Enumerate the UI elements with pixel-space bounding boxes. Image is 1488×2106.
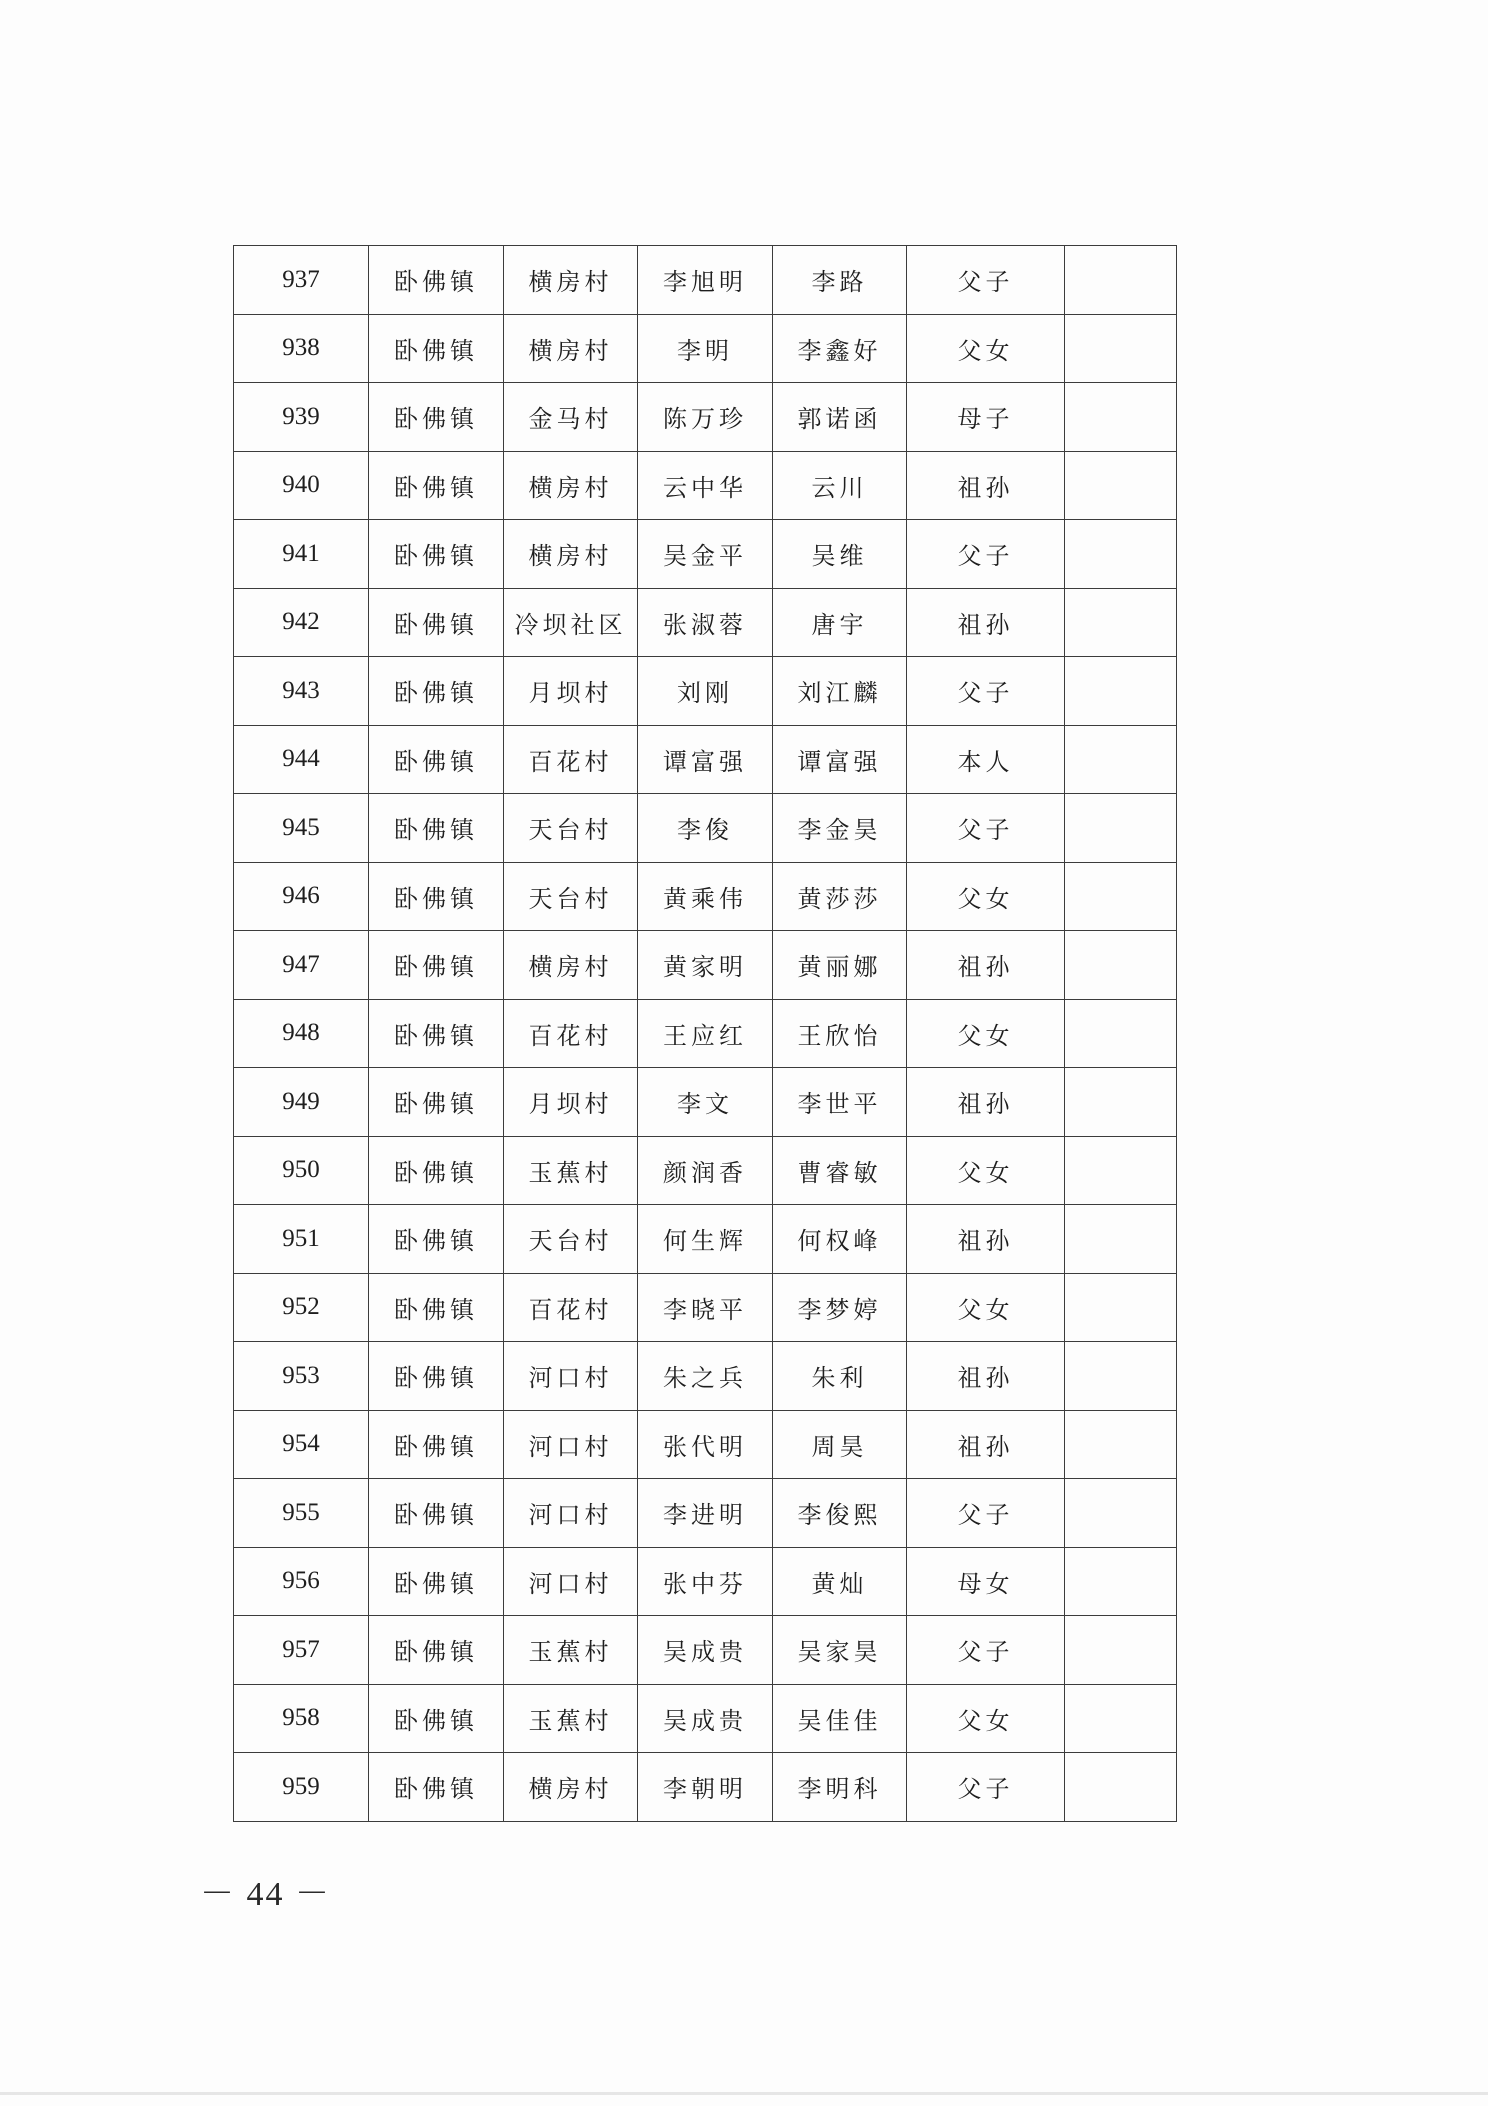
cell-town: 卧佛镇: [369, 314, 504, 383]
cell-relation: 祖孙: [907, 1068, 1065, 1137]
cell-number: 952: [234, 1273, 369, 1342]
table-row: [234, 1616, 1177, 1685]
table-row: [234, 314, 1177, 383]
cell-town: 卧佛镇: [369, 1684, 504, 1753]
cell-child-name: 李鑫好: [773, 314, 907, 383]
cell-child-name: 李俊熙: [773, 1479, 907, 1548]
cell-parent-name: 张中芬: [638, 1547, 773, 1616]
cell-relation: 父子: [907, 794, 1065, 863]
cell-child-name: 吴维: [773, 520, 907, 589]
cell-relation: 父女: [907, 999, 1065, 1068]
cell-note: [1065, 588, 1177, 657]
cell-child-name: 李世平: [773, 1068, 907, 1137]
cell-relation: 本人: [907, 725, 1065, 794]
cell-relation: 祖孙: [907, 1205, 1065, 1274]
cell-number: 947: [234, 931, 369, 1000]
table-row: [234, 1136, 1177, 1205]
cell-number: 953: [234, 1342, 369, 1411]
cell-note: [1065, 657, 1177, 726]
cell-town: 卧佛镇: [369, 657, 504, 726]
cell-note: [1065, 1616, 1177, 1685]
cell-relation: 祖孙: [907, 1342, 1065, 1411]
cell-relation: 父子: [907, 1616, 1065, 1685]
cell-child-name: 刘江麟: [773, 657, 907, 726]
cell-village: 河口村: [504, 1547, 638, 1616]
cell-child-name: 李金昊: [773, 794, 907, 863]
table-row: [234, 1205, 1177, 1274]
cell-town: 卧佛镇: [369, 588, 504, 657]
cell-relation: 祖孙: [907, 451, 1065, 520]
cell-town: 卧佛镇: [369, 862, 504, 931]
cell-note: [1065, 314, 1177, 383]
cell-number: 951: [234, 1205, 369, 1274]
cell-relation: 母女: [907, 1547, 1065, 1616]
cell-village: 天台村: [504, 1205, 638, 1274]
cell-note: [1065, 383, 1177, 452]
cell-parent-name: 何生辉: [638, 1205, 773, 1274]
cell-parent-name: 颜润香: [638, 1136, 773, 1205]
cell-town: 卧佛镇: [369, 451, 504, 520]
cell-town: 卧佛镇: [369, 725, 504, 794]
cell-parent-name: 李旭明: [638, 246, 773, 315]
cell-number: 940: [234, 451, 369, 520]
cell-parent-name: 云中华: [638, 451, 773, 520]
cell-parent-name: 李进明: [638, 1479, 773, 1548]
cell-child-name: 云川: [773, 451, 907, 520]
cell-note: [1065, 246, 1177, 315]
cell-town: 卧佛镇: [369, 1136, 504, 1205]
cell-relation: 父女: [907, 1136, 1065, 1205]
roster-table-body: [234, 246, 1177, 1822]
cell-town: 卧佛镇: [369, 1616, 504, 1685]
cell-number: 941: [234, 520, 369, 589]
cell-number: 957: [234, 1616, 369, 1685]
table-row: [234, 1547, 1177, 1616]
cell-town: 卧佛镇: [369, 1068, 504, 1137]
roster-table: [233, 245, 1177, 1822]
cell-child-name: 黄灿: [773, 1547, 907, 1616]
cell-relation: 父子: [907, 1479, 1065, 1548]
cell-village: 玉蕉村: [504, 1684, 638, 1753]
cell-village: 冷坝社区: [504, 588, 638, 657]
cell-town: 卧佛镇: [369, 1273, 504, 1342]
cell-child-name: 曹睿敏: [773, 1136, 907, 1205]
cell-note: [1065, 1205, 1177, 1274]
cell-child-name: 吴家昊: [773, 1616, 907, 1685]
cell-town: 卧佛镇: [369, 1479, 504, 1548]
cell-town: 卧佛镇: [369, 383, 504, 452]
cell-town: 卧佛镇: [369, 246, 504, 315]
cell-town: 卧佛镇: [369, 1547, 504, 1616]
table-row: [234, 1342, 1177, 1411]
cell-village: 横房村: [504, 246, 638, 315]
cell-note: [1065, 1479, 1177, 1548]
cell-parent-name: 李晓平: [638, 1273, 773, 1342]
cell-relation: 祖孙: [907, 931, 1065, 1000]
cell-village: 横房村: [504, 931, 638, 1000]
cell-note: [1065, 1684, 1177, 1753]
cell-parent-name: 吴金平: [638, 520, 773, 589]
cell-relation: 父女: [907, 862, 1065, 931]
cell-note: [1065, 794, 1177, 863]
cell-village: 百花村: [504, 1273, 638, 1342]
cell-relation: 父子: [907, 246, 1065, 315]
cell-parent-name: 张代明: [638, 1410, 773, 1479]
cell-relation: 祖孙: [907, 588, 1065, 657]
cell-parent-name: 张淑蓉: [638, 588, 773, 657]
cell-village: 玉蕉村: [504, 1616, 638, 1685]
cell-village: 金马村: [504, 383, 638, 452]
cell-note: [1065, 1136, 1177, 1205]
cell-note: [1065, 1547, 1177, 1616]
cell-parent-name: 吴成贵: [638, 1616, 773, 1685]
cell-parent-name: 刘刚: [638, 657, 773, 726]
cell-number: 955: [234, 1479, 369, 1548]
cell-note: [1065, 451, 1177, 520]
cell-parent-name: 李俊: [638, 794, 773, 863]
cell-village: 河口村: [504, 1479, 638, 1548]
table-row: [234, 1410, 1177, 1479]
cell-town: 卧佛镇: [369, 931, 504, 1000]
cell-number: 943: [234, 657, 369, 726]
cell-parent-name: 黄乘伟: [638, 862, 773, 931]
table-row: [234, 246, 1177, 315]
table-row: [234, 383, 1177, 452]
table-row: [234, 451, 1177, 520]
cell-parent-name: 吴成贵: [638, 1684, 773, 1753]
cell-town: 卧佛镇: [369, 1410, 504, 1479]
cell-town: 卧佛镇: [369, 794, 504, 863]
cell-number: 958: [234, 1684, 369, 1753]
cell-parent-name: 黄家明: [638, 931, 773, 1000]
cell-number: 950: [234, 1136, 369, 1205]
cell-number: 949: [234, 1068, 369, 1137]
cell-relation: 父子: [907, 1753, 1065, 1822]
cell-number: 954: [234, 1410, 369, 1479]
cell-number: 938: [234, 314, 369, 383]
cell-note: [1065, 1753, 1177, 1822]
cell-relation: 祖孙: [907, 1410, 1065, 1479]
cell-village: 横房村: [504, 1753, 638, 1822]
cell-parent-name: 谭富强: [638, 725, 773, 794]
table-row: [234, 657, 1177, 726]
cell-relation: 父女: [907, 1684, 1065, 1753]
cell-village: 百花村: [504, 999, 638, 1068]
cell-child-name: 李梦婷: [773, 1273, 907, 1342]
cell-note: [1065, 931, 1177, 1000]
cell-number: 942: [234, 588, 369, 657]
cell-number: 948: [234, 999, 369, 1068]
cell-parent-name: 李文: [638, 1068, 773, 1137]
cell-child-name: 周昊: [773, 1410, 907, 1479]
cell-child-name: 黄莎莎: [773, 862, 907, 931]
cell-number: 956: [234, 1547, 369, 1616]
cell-village: 百花村: [504, 725, 638, 794]
cell-village: 月坝村: [504, 1068, 638, 1137]
cell-parent-name: 李朝明: [638, 1753, 773, 1822]
cell-child-name: 唐宇: [773, 588, 907, 657]
cell-number: 946: [234, 862, 369, 931]
cell-number: 959: [234, 1753, 369, 1822]
cell-village: 河口村: [504, 1410, 638, 1479]
cell-note: [1065, 520, 1177, 589]
cell-town: 卧佛镇: [369, 1753, 504, 1822]
cell-relation: 父子: [907, 657, 1065, 726]
cell-village: 横房村: [504, 314, 638, 383]
cell-town: 卧佛镇: [369, 520, 504, 589]
cell-village: 玉蕉村: [504, 1136, 638, 1205]
cell-town: 卧佛镇: [369, 1205, 504, 1274]
cell-number: 945: [234, 794, 369, 863]
table-row: [234, 520, 1177, 589]
cell-relation: 父女: [907, 1273, 1065, 1342]
cell-child-name: 吴佳佳: [773, 1684, 907, 1753]
cell-village: 天台村: [504, 794, 638, 863]
cell-note: [1065, 1068, 1177, 1137]
cell-child-name: 郭诺函: [773, 383, 907, 452]
table-row: [234, 1479, 1177, 1548]
cell-child-name: 王欣怡: [773, 999, 907, 1068]
cell-number: 944: [234, 725, 369, 794]
table-row: [234, 999, 1177, 1068]
cell-parent-name: 朱之兵: [638, 1342, 773, 1411]
cell-note: [1065, 1410, 1177, 1479]
cell-note: [1065, 862, 1177, 931]
table-row: [234, 1753, 1177, 1822]
cell-child-name: 黄丽娜: [773, 931, 907, 1000]
cell-child-name: 李明科: [773, 1753, 907, 1822]
cell-parent-name: 王应红: [638, 999, 773, 1068]
cell-village: 天台村: [504, 862, 638, 931]
cell-note: [1065, 999, 1177, 1068]
table-row: [234, 862, 1177, 931]
cell-note: [1065, 1342, 1177, 1411]
cell-village: 横房村: [504, 520, 638, 589]
cell-child-name: 何权峰: [773, 1205, 907, 1274]
table-row: [234, 588, 1177, 657]
cell-number: 937: [234, 246, 369, 315]
cell-relation: 母子: [907, 383, 1065, 452]
cell-village: 横房村: [504, 451, 638, 520]
cell-village: 河口村: [504, 1342, 638, 1411]
table-row: [234, 725, 1177, 794]
table-row: [234, 794, 1177, 863]
cell-number: 939: [234, 383, 369, 452]
cell-relation: 父女: [907, 314, 1065, 383]
table-row: [234, 931, 1177, 1000]
table-row: [234, 1068, 1177, 1137]
cell-note: [1065, 1273, 1177, 1342]
page-number: － 44 －: [200, 1876, 331, 1913]
cell-child-name: 李路: [773, 246, 907, 315]
cell-parent-name: 李明: [638, 314, 773, 383]
cell-note: [1065, 725, 1177, 794]
cell-child-name: 谭富强: [773, 725, 907, 794]
scan-edge-line: [0, 2092, 1488, 2095]
table-row: [234, 1273, 1177, 1342]
cell-town: 卧佛镇: [369, 999, 504, 1068]
cell-town: 卧佛镇: [369, 1342, 504, 1411]
table-row: [234, 1684, 1177, 1753]
cell-village: 月坝村: [504, 657, 638, 726]
cell-relation: 父子: [907, 520, 1065, 589]
cell-parent-name: 陈万珍: [638, 383, 773, 452]
cell-child-name: 朱利: [773, 1342, 907, 1411]
